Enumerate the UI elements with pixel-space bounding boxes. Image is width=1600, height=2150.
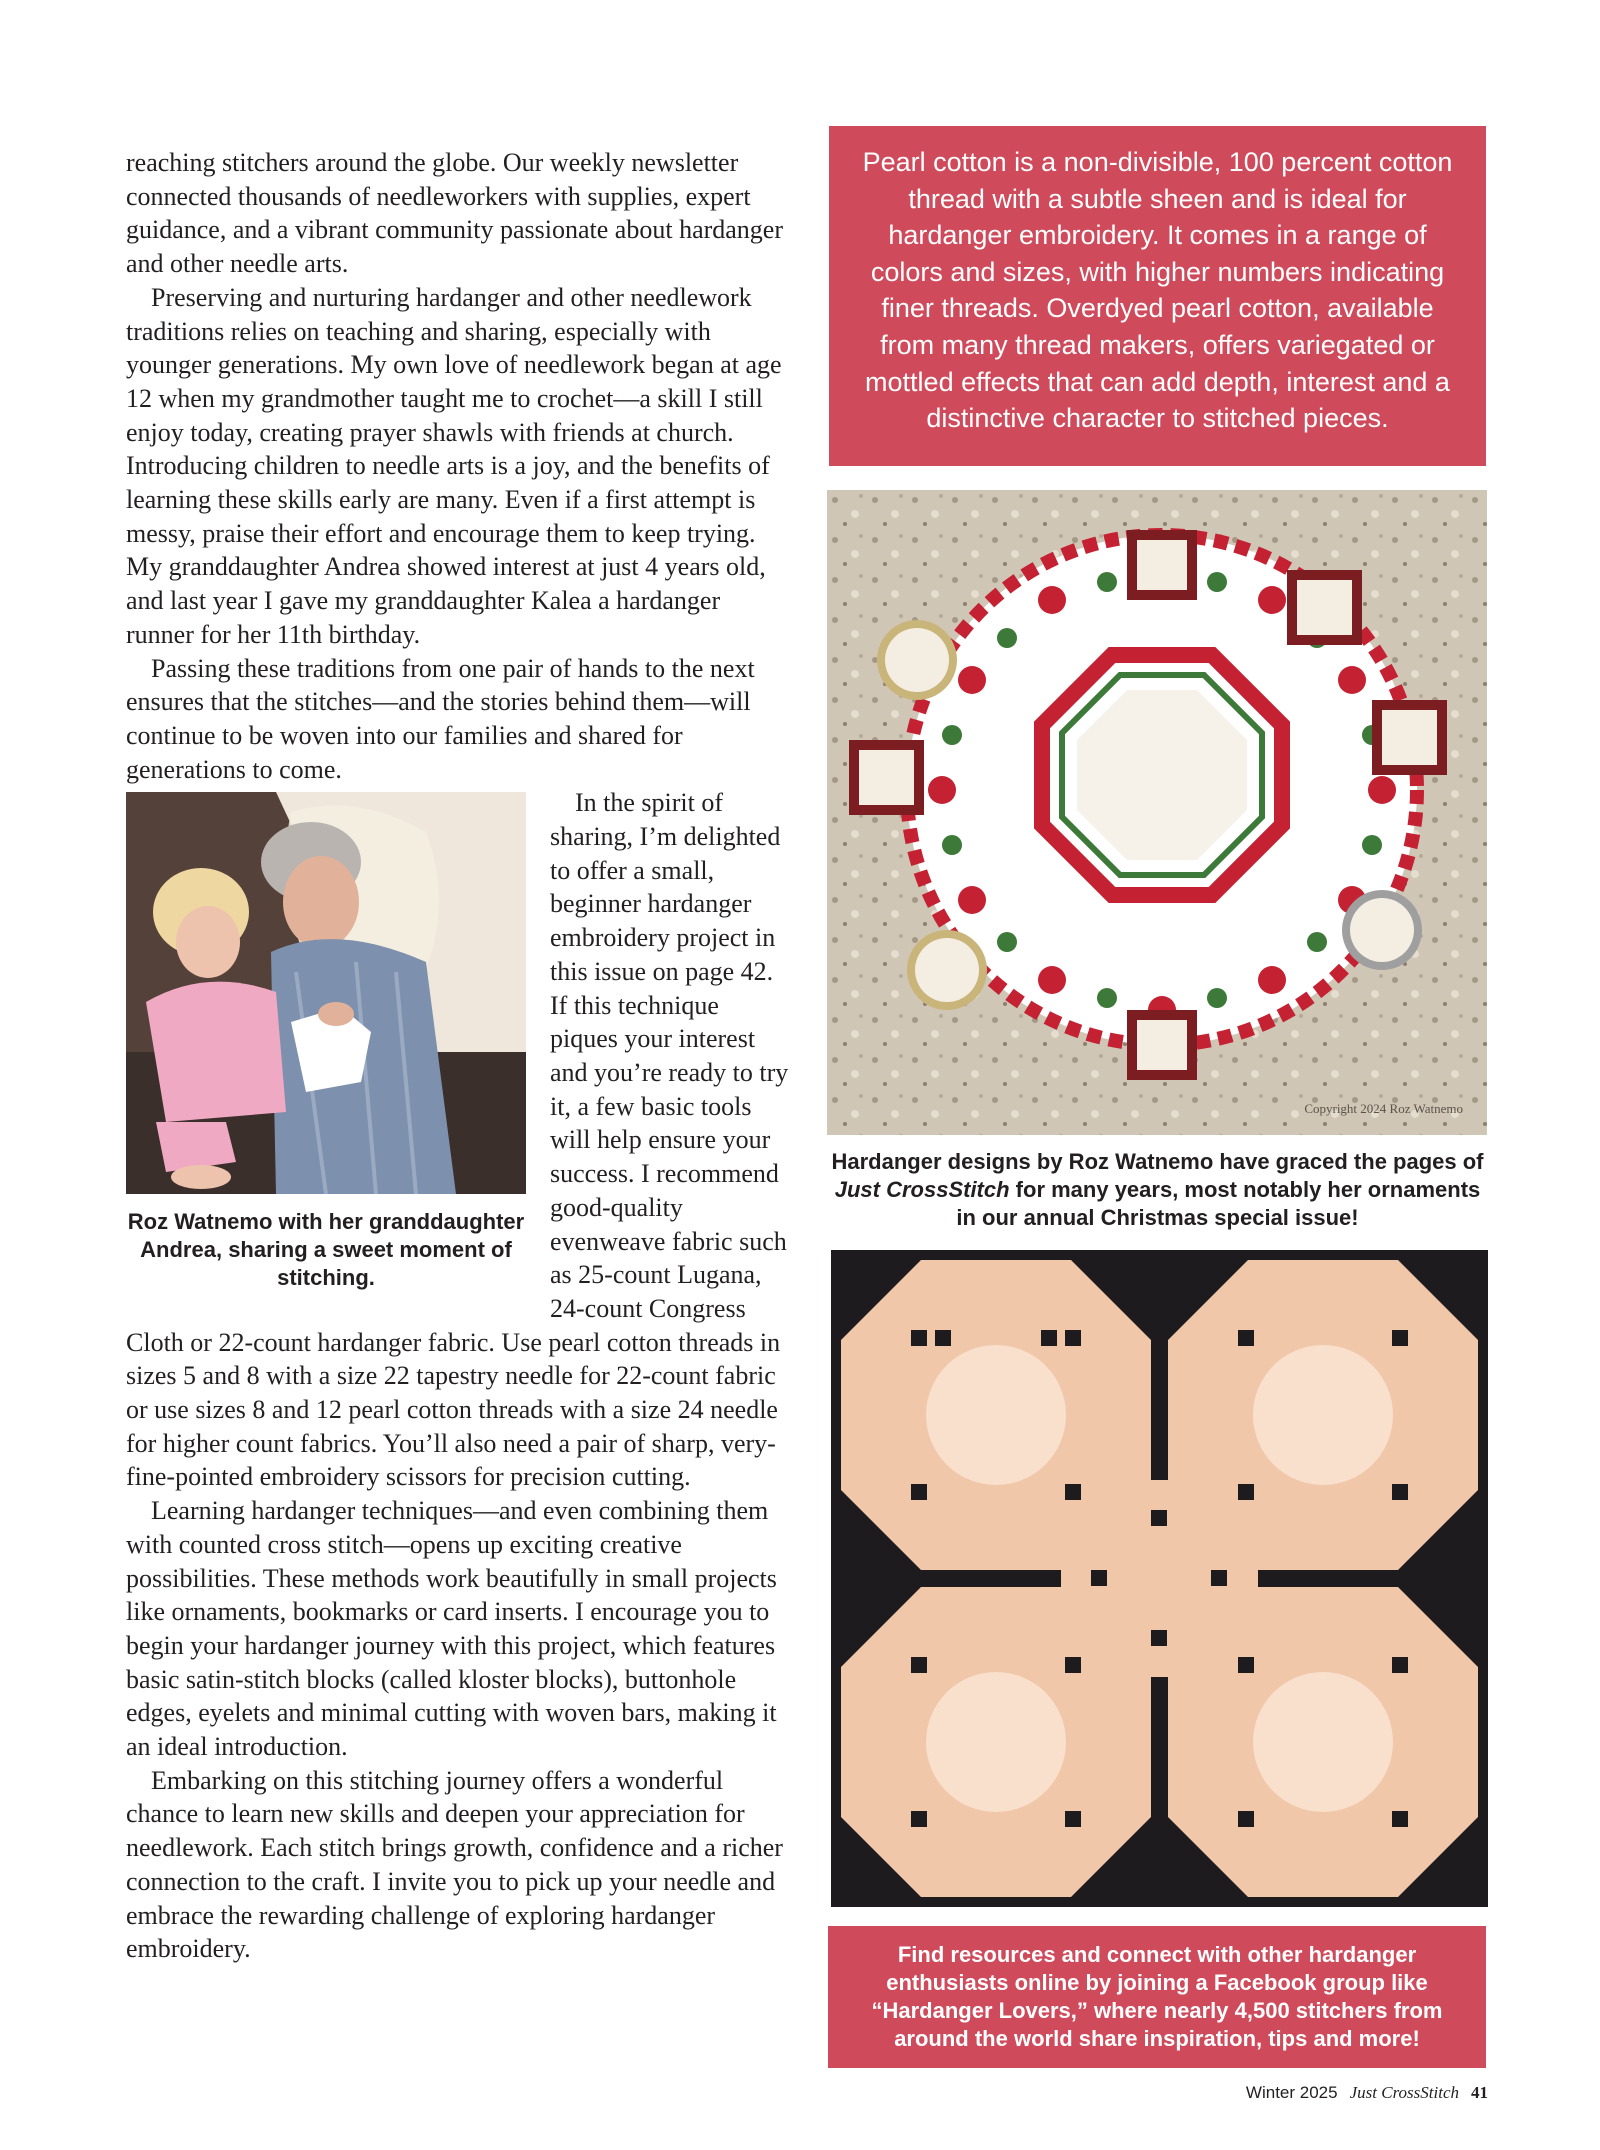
article-paragraph-2: Preserving and nurturing hardanger and other needlework traditions relies on teaching and sharing, especially with younger generations. My own love of needlework began at age 12 when my grandmother taught me to crochet—a skill I still enjoy today, creating prayer shawls with friends at church. Introducing children to needle arts is a joy, and the benefits of learning these skills early are many. Even if a first attempt is messy, praise their effort and encourage them to keep trying. My granddaughter Andrea showed interest at just 4 years old, and last year I gave my granddaughter Kalea a hardanger runner for her 11th birthday. [126, 282, 782, 649]
article-paragraph-3: Passing these traditions from one pair of hands to the next ensures that the stitches—and the stories behind them—will continue to be woven into our families and shared for generations to come. [126, 653, 755, 784]
grandmother-photo-block [126, 792, 526, 1292]
footer-magazine: Just CrossStitch [1349, 2083, 1459, 2102]
page-footer [1246, 2083, 1488, 2103]
footer-season: Winter 2025 [1245, 2083, 1338, 2102]
grandmother-granddaughter-photo [126, 792, 526, 1194]
facebook-group-callout-text: Find resources and connect with other hardanger enthusiasts online by joining a Facebook group like “Hardanger Lovers,” where nearly 4,500 stitchers from around the world share inspiration, tips and more! [871, 1942, 1443, 2051]
article-paragraph-5: Learning hardanger techniques—and even combining them with counted cross stitch—opens up exciting creative possibilities. These methods work beautifully in small projects like ornaments, bookmarks or card inserts. I encourage you to begin your hardanger journey with this project, which features basic satin-stitch blocks (called kloster blocks), buttonhole edges, eyelets and minimal cutting with woven bars, making it an ideal introduction. [126, 1496, 777, 1762]
pearl-cotton-callout [829, 126, 1486, 466]
ornament-photo-caption [829, 1148, 1486, 1232]
peach-hardanger-doily-photo [831, 1250, 1488, 1907]
article-paragraph-4: In the spirit of sharing, I’m delighted to offer a small, beginner hardanger embroidery project in this issue on page 42. If this technique piques your interest and you’re ready to try it, a few basic tools will help ensure your success. I recommend good-quality evenweave fabric such as 25-count Lugana, 24-count Congress Cloth or 22-count hardanger fabric. Use pearl cotton threads in sizes 5 and 8 with a size 22 tapestry needle for 22-count fabric or use sizes 8 and 12 pearl cotton threads with a size 24 needle for higher count fabrics. You’ll also need a pair of sharp, very-fine-pointed embroidery scissors for precision cutting. [126, 788, 789, 1492]
ornament-caption-after: for many years, most notably her ornaments in our annual Christmas special issue! [956, 1177, 1481, 1230]
photo-copyright: Copyright 2024 Roz Watnemo [1304, 1101, 1463, 1116]
article-paragraph-1: reaching stitchers around the globe. Our weekly newsletter connected thousands of needleworkers with supplies, expert guidance, and a vibrant community passionate about hardanger and other needle arts. [126, 148, 784, 279]
grandmother-photo-caption: Roz Watnemo with her granddaughter Andrea, sharing a sweet moment of stitching. [127, 1209, 525, 1291]
article-paragraph-6: Embarking on this stitching journey offers a wonderful chance to learn new skills and deepen your appreciation for needlework. Each stitch brings growth, confidence and a richer connection to the craft. I invite you to pick up your needle and embrace the rewarding challenge of exploring hardanger embroidery. [126, 1765, 783, 1964]
page-number: 41 [1471, 2083, 1488, 2102]
article-body [126, 146, 791, 1966]
pearl-cotton-callout-text: Pearl cotton is a non-divisible, 100 percent cotton thread with a subtle sheen and is ideal for hardanger embroidery. It comes in a range of colors and sizes, with higher numbers indicating finer threads. Overdyed pearl cotton, available from many thread makers, offers variegated or mottled effects that can add depth, interest and a distinctive character to stitched pieces. [862, 147, 1453, 434]
ornament-doily-photo [827, 490, 1487, 1135]
facebook-group-callout [828, 1926, 1486, 2068]
ornament-caption-before: Hardanger designs by Roz Watnemo have graced the pages of [831, 1149, 1484, 1174]
ornament-caption-magazine: Just CrossStitch [834, 1177, 1010, 1202]
